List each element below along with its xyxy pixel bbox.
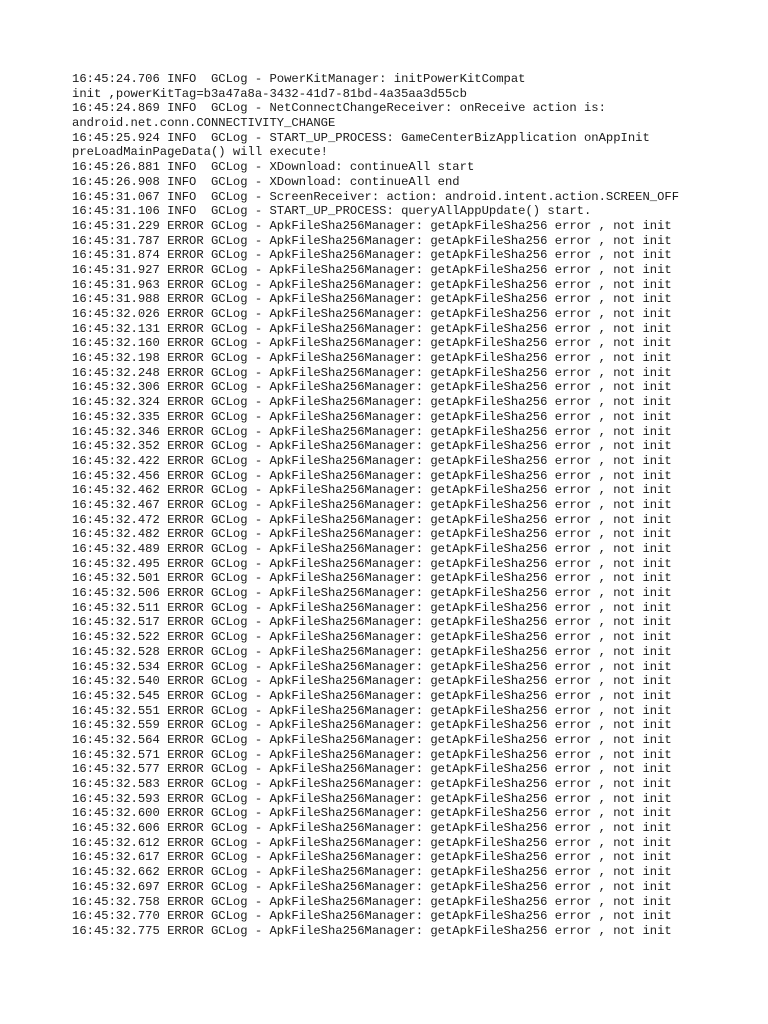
log-line: 16:45:32.462 ERROR GCLog - ApkFileSha256Manager: getApkFileSha256 error , not init — [72, 483, 672, 498]
log-line: 16:45:32.545 ERROR GCLog - ApkFileSha256Manager: getApkFileSha256 error , not init — [72, 688, 672, 703]
log-line: 16:45:32.612 ERROR GCLog - ApkFileSha256Manager: getApkFileSha256 error , not init — [72, 835, 672, 850]
log-document — [72, 72, 752, 939]
log-line: 16:45:31.229 ERROR GCLog - ApkFileSha256Manager: getApkFileSha256 error , not init — [72, 218, 672, 233]
log-line: 16:45:32.482 ERROR GCLog - ApkFileSha256Manager: getApkFileSha256 error , not init — [72, 527, 672, 542]
log-line: 16:45:32.489 ERROR GCLog - ApkFileSha256Manager: getApkFileSha256 error , not init — [72, 542, 672, 556]
log-line: 16:45:32.506 ERROR GCLog - ApkFileSha256Manager: getApkFileSha256 error , not init — [72, 586, 672, 601]
log-line: 16:45:31.927 ERROR GCLog - ApkFileSha256Manager: getApkFileSha256 error , not init — [72, 262, 672, 277]
log-line: preLoadMainPageData() will execute! — [72, 145, 328, 160]
log-line: 16:45:26.881 INFO GCLog - XDownload: continueAll start — [72, 160, 475, 175]
log-line: 16:45:32.248 ERROR GCLog - ApkFileSha256Manager: getApkFileSha256 error , not init — [72, 365, 672, 380]
log-line: 16:45:25.924 INFO GCLog - START_UP_PROCESS: GameCenterBizApplication onAppInit — [72, 130, 650, 145]
log-line: 16:45:24.706 INFO GCLog - PowerKitManager: initPowerKitCompat — [72, 72, 526, 86]
log-line: 16:45:32.540 ERROR GCLog - ApkFileSha256Manager: getApkFileSha256 error , not init — [72, 674, 672, 689]
log-line: 16:45:32.534 ERROR GCLog - ApkFileSha256Manager: getApkFileSha256 error , not init — [72, 659, 672, 674]
log-line: 16:45:32.775 ERROR GCLog - ApkFileSha256Manager: getApkFileSha256 error , not init — [72, 923, 672, 938]
log-line: 16:45:32.697 ERROR GCLog - ApkFileSha256Manager: getApkFileSha256 error , not init — [72, 879, 672, 894]
log-line: 16:45:32.551 ERROR GCLog - ApkFileSha256Manager: getApkFileSha256 error , not init — [72, 703, 672, 718]
log-line: 16:45:32.517 ERROR GCLog - ApkFileSha256Manager: getApkFileSha256 error , not init — [72, 615, 672, 630]
log-line: 16:45:31.874 ERROR GCLog - ApkFileSha256Manager: getApkFileSha256 error , not init — [72, 248, 672, 263]
log-line: 16:45:31.067 INFO GCLog - ScreenReceiver: action: android.intent.action.SCREEN_OFF — [72, 189, 680, 204]
log-line: 16:45:26.908 INFO GCLog - XDownload: continueAll end — [72, 174, 460, 189]
log-line: 16:45:32.758 ERROR GCLog - ApkFileSha256Manager: getApkFileSha256 error , not init — [72, 894, 672, 909]
log-line: 16:45:31.988 ERROR GCLog - ApkFileSha256Manager: getApkFileSha256 error , not init — [72, 292, 672, 307]
log-line: 16:45:32.559 ERROR GCLog - ApkFileSha256Manager: getApkFileSha256 error , not init — [72, 718, 672, 733]
log-line: 16:45:32.511 ERROR GCLog - ApkFileSha256Manager: getApkFileSha256 error , not init — [72, 600, 672, 615]
log-line: 16:45:32.306 ERROR GCLog - ApkFileSha256Manager: getApkFileSha256 error , not init — [72, 380, 672, 395]
log-line: 16:45:31.787 ERROR GCLog - ApkFileSha256Manager: getApkFileSha256 error , not init — [72, 233, 672, 248]
log-line: 16:45:32.346 ERROR GCLog - ApkFileSha256Manager: getApkFileSha256 error , not init — [72, 424, 672, 439]
log-line: 16:45:32.495 ERROR GCLog - ApkFileSha256Manager: getApkFileSha256 error , not init — [72, 556, 672, 571]
log-line: 16:45:32.606 ERROR GCLog - ApkFileSha256Manager: getApkFileSha256 error , not init — [72, 821, 672, 836]
log-line: 16:45:32.467 ERROR GCLog - ApkFileSha256Manager: getApkFileSha256 error , not init — [72, 497, 672, 512]
log-line: 16:45:32.577 ERROR GCLog - ApkFileSha256Manager: getApkFileSha256 error , not init — [72, 762, 672, 777]
log-line: 16:45:32.352 ERROR GCLog - ApkFileSha256Manager: getApkFileSha256 error , not init — [72, 439, 672, 454]
log-line: 16:45:32.583 ERROR GCLog - ApkFileSha256Manager: getApkFileSha256 error , not init — [72, 777, 672, 791]
log-line: 16:45:32.335 ERROR GCLog - ApkFileSha256Manager: getApkFileSha256 error , not init — [72, 409, 672, 424]
log-line: 16:45:32.662 ERROR GCLog - ApkFileSha256Manager: getApkFileSha256 error , not init — [72, 865, 672, 880]
log-line: 16:45:32.528 ERROR GCLog - ApkFileSha256Manager: getApkFileSha256 error , not init — [72, 644, 672, 659]
log-line: 16:45:32.770 ERROR GCLog - ApkFileSha256Manager: getApkFileSha256 error , not init — [72, 909, 672, 924]
log-line: 16:45:32.564 ERROR GCLog - ApkFileSha256Manager: getApkFileSha256 error , not init — [72, 732, 672, 747]
log-line: 16:45:32.617 ERROR GCLog - ApkFileSha256Manager: getApkFileSha256 error , not init — [72, 850, 672, 865]
log-line: 16:45:32.501 ERROR GCLog - ApkFileSha256Manager: getApkFileSha256 error , not init — [72, 571, 672, 586]
log-line: 16:45:32.324 ERROR GCLog - ApkFileSha256Manager: getApkFileSha256 error , not init — [72, 395, 672, 410]
log-line: android.net.conn.CONNECTIVITY_CHANGE — [72, 116, 336, 131]
log-line: 16:45:32.422 ERROR GCLog - ApkFileSha256Manager: getApkFileSha256 error , not init — [72, 453, 672, 468]
log-line: 16:45:32.593 ERROR GCLog - ApkFileSha256Manager: getApkFileSha256 error , not init — [72, 791, 672, 806]
log-line: 16:45:32.198 ERROR GCLog - ApkFileSha256Manager: getApkFileSha256 error , not init — [72, 351, 672, 366]
log-line: 16:45:32.160 ERROR GCLog - ApkFileSha256Manager: getApkFileSha256 error , not init — [72, 336, 672, 351]
log-line: 16:45:32.456 ERROR GCLog - ApkFileSha256Manager: getApkFileSha256 error , not init — [72, 468, 672, 483]
log-line: 16:45:32.472 ERROR GCLog - ApkFileSha256Manager: getApkFileSha256 error , not init — [72, 512, 672, 527]
log-line: 16:45:32.131 ERROR GCLog - ApkFileSha256Manager: getApkFileSha256 error , not init — [72, 321, 672, 336]
log-line: 16:45:32.026 ERROR GCLog - ApkFileSha256Manager: getApkFileSha256 error , not init — [72, 307, 672, 321]
log-line: 16:45:32.571 ERROR GCLog - ApkFileSha256Manager: getApkFileSha256 error , not init — [72, 747, 672, 762]
log-line: 16:45:31.963 ERROR GCLog - ApkFileSha256Manager: getApkFileSha256 error , not init — [72, 277, 672, 292]
log-line: 16:45:32.600 ERROR GCLog - ApkFileSha256Manager: getApkFileSha256 error , not init — [72, 806, 672, 821]
log-line: 16:45:32.522 ERROR GCLog - ApkFileSha256Manager: getApkFileSha256 error , not init — [72, 630, 672, 645]
log-line: init ,powerKitTag=b3a47a8a-3432-41d7-81bd-4a35aa3d55cb — [72, 86, 467, 101]
log-line: 16:45:31.106 INFO GCLog - START_UP_PROCESS: queryAllAppUpdate() start. — [72, 204, 592, 219]
log-line: 16:45:24.869 INFO GCLog - NetConnectChangeReceiver: onReceive action is: — [72, 101, 606, 116]
